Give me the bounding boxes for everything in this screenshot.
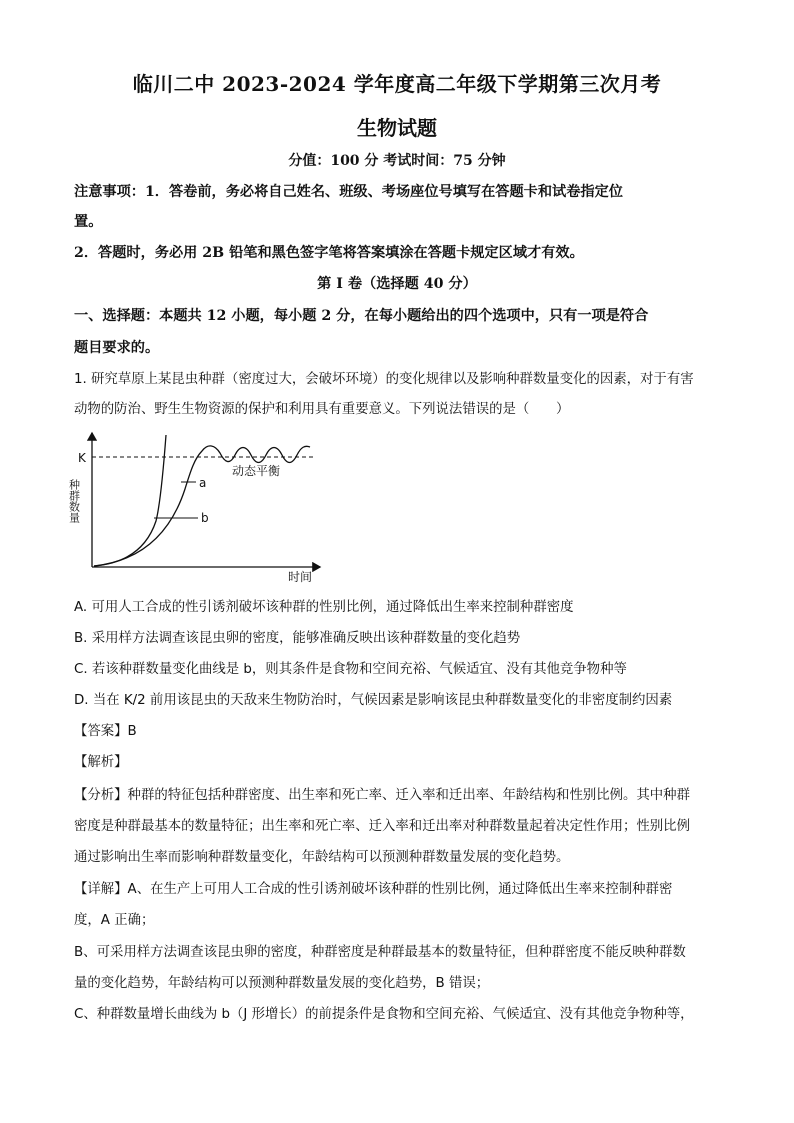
analysis-line-1: 【分析】种群的特征包括种群密度、出生率和死亡率、迁入率和迁出率、年龄结构和性别比例。其中种群 [74, 788, 690, 803]
curve-j-growth [94, 435, 166, 566]
analysis-line-3: 通过影响出生率而影响种群数量变化，年龄结构可以预测种群数量发展的变化趋势。 [74, 850, 570, 865]
subject-title: 生物试题 [357, 116, 437, 140]
curve-b-label: b [201, 511, 209, 525]
equilibrium-label: 动态平衡 [232, 464, 281, 478]
section-instruction-2: 题目要求的。 [74, 340, 160, 356]
option-c: C. 若该种群数量变化曲线是 b，则其条件是食物和空间充裕、气候适宜、没有其他竞争物种等 [74, 662, 627, 677]
notice-line-1b: 置。 [74, 214, 103, 230]
analysis-line-7: 量的变化趋势，年龄结构可以预测种群数量发展的变化趋势，B 错误； [74, 976, 490, 991]
analysis-tag: 【解析】 [74, 755, 128, 770]
section-title: 第 I 卷（选择题 40 分） [317, 276, 477, 292]
analysis-line-4: 【详解】A、在生产上可用人工合成的性引诱剂破坏该种群的性别比例，通过降低出生率来控制种群密 [74, 882, 673, 897]
population-growth-figure [67, 425, 330, 587]
option-b: B. 采用样方法调查该昆虫卵的密度，能够准确反映出该种群数量的变化趋势 [74, 631, 521, 646]
question-stem-2: 动物的防治、野生生物资源的保护和利用具有重要意义。下列说法错误的是（ ） [74, 402, 570, 417]
score-time: 分值：100 分 考试时间：75 分钟 [288, 153, 506, 169]
notice-line-1: 注意事项：1．答卷前，务必将自己姓名、班级、考场座位号填写在答题卡和试卷指定位 [74, 184, 623, 200]
analysis-line-6: B、可采用样方法调查该昆虫卵的密度，种群密度是种群最基本的数量特征，但种群密度不能反映种群数 [74, 945, 686, 960]
exam-title: 临川二中 2023-2024 学年度高二年级下学期第三次月考 [132, 72, 662, 96]
analysis-line-8: C、种群数量增长曲线为 b（J 形增长）的前提条件是食物和空间充裕、气候适宜、没有其他竞争物种等， [74, 1007, 694, 1022]
section-instruction-1: 一、选择题：本题共 12 小题，每小题 2 分，在每小题给出的四个选项中，只有一项是符合 [74, 308, 649, 324]
analysis-line-5: 度，A 正确； [74, 913, 155, 928]
k-label: K [78, 451, 86, 465]
option-d: D. 当在 K/2 前用该昆虫的天敌来生物防治时，气候因素是影响该昆虫种群数量变化的非密度制约因素 [74, 693, 673, 708]
y-axis-label: 种群数量 [67, 479, 81, 523]
x-axis-label: 时间 [288, 570, 313, 584]
answer-line: 【答案】B [74, 724, 137, 739]
curve-a-label: a [199, 476, 207, 490]
analysis-line-2: 密度是种群最基本的数量特征；出生率和死亡率、迁入率和迁出率对种群数量起着决定性作用；性别比例 [74, 819, 690, 834]
option-a: A. 可用人工合成的性引诱剂破坏该种群的性别比例，通过降低出生率来控制种群密度 [74, 600, 574, 615]
notice-line-2: 2．答题时，务必用 2B 铅笔和黑色签字笔将答案填涂在答题卡规定区域才有效。 [74, 245, 584, 261]
question-stem-1: 1. 研究草原上某昆虫种群（密度过大，会破坏环境）的变化规律以及影响种群数量变化的因素，对于有害 [74, 372, 694, 387]
